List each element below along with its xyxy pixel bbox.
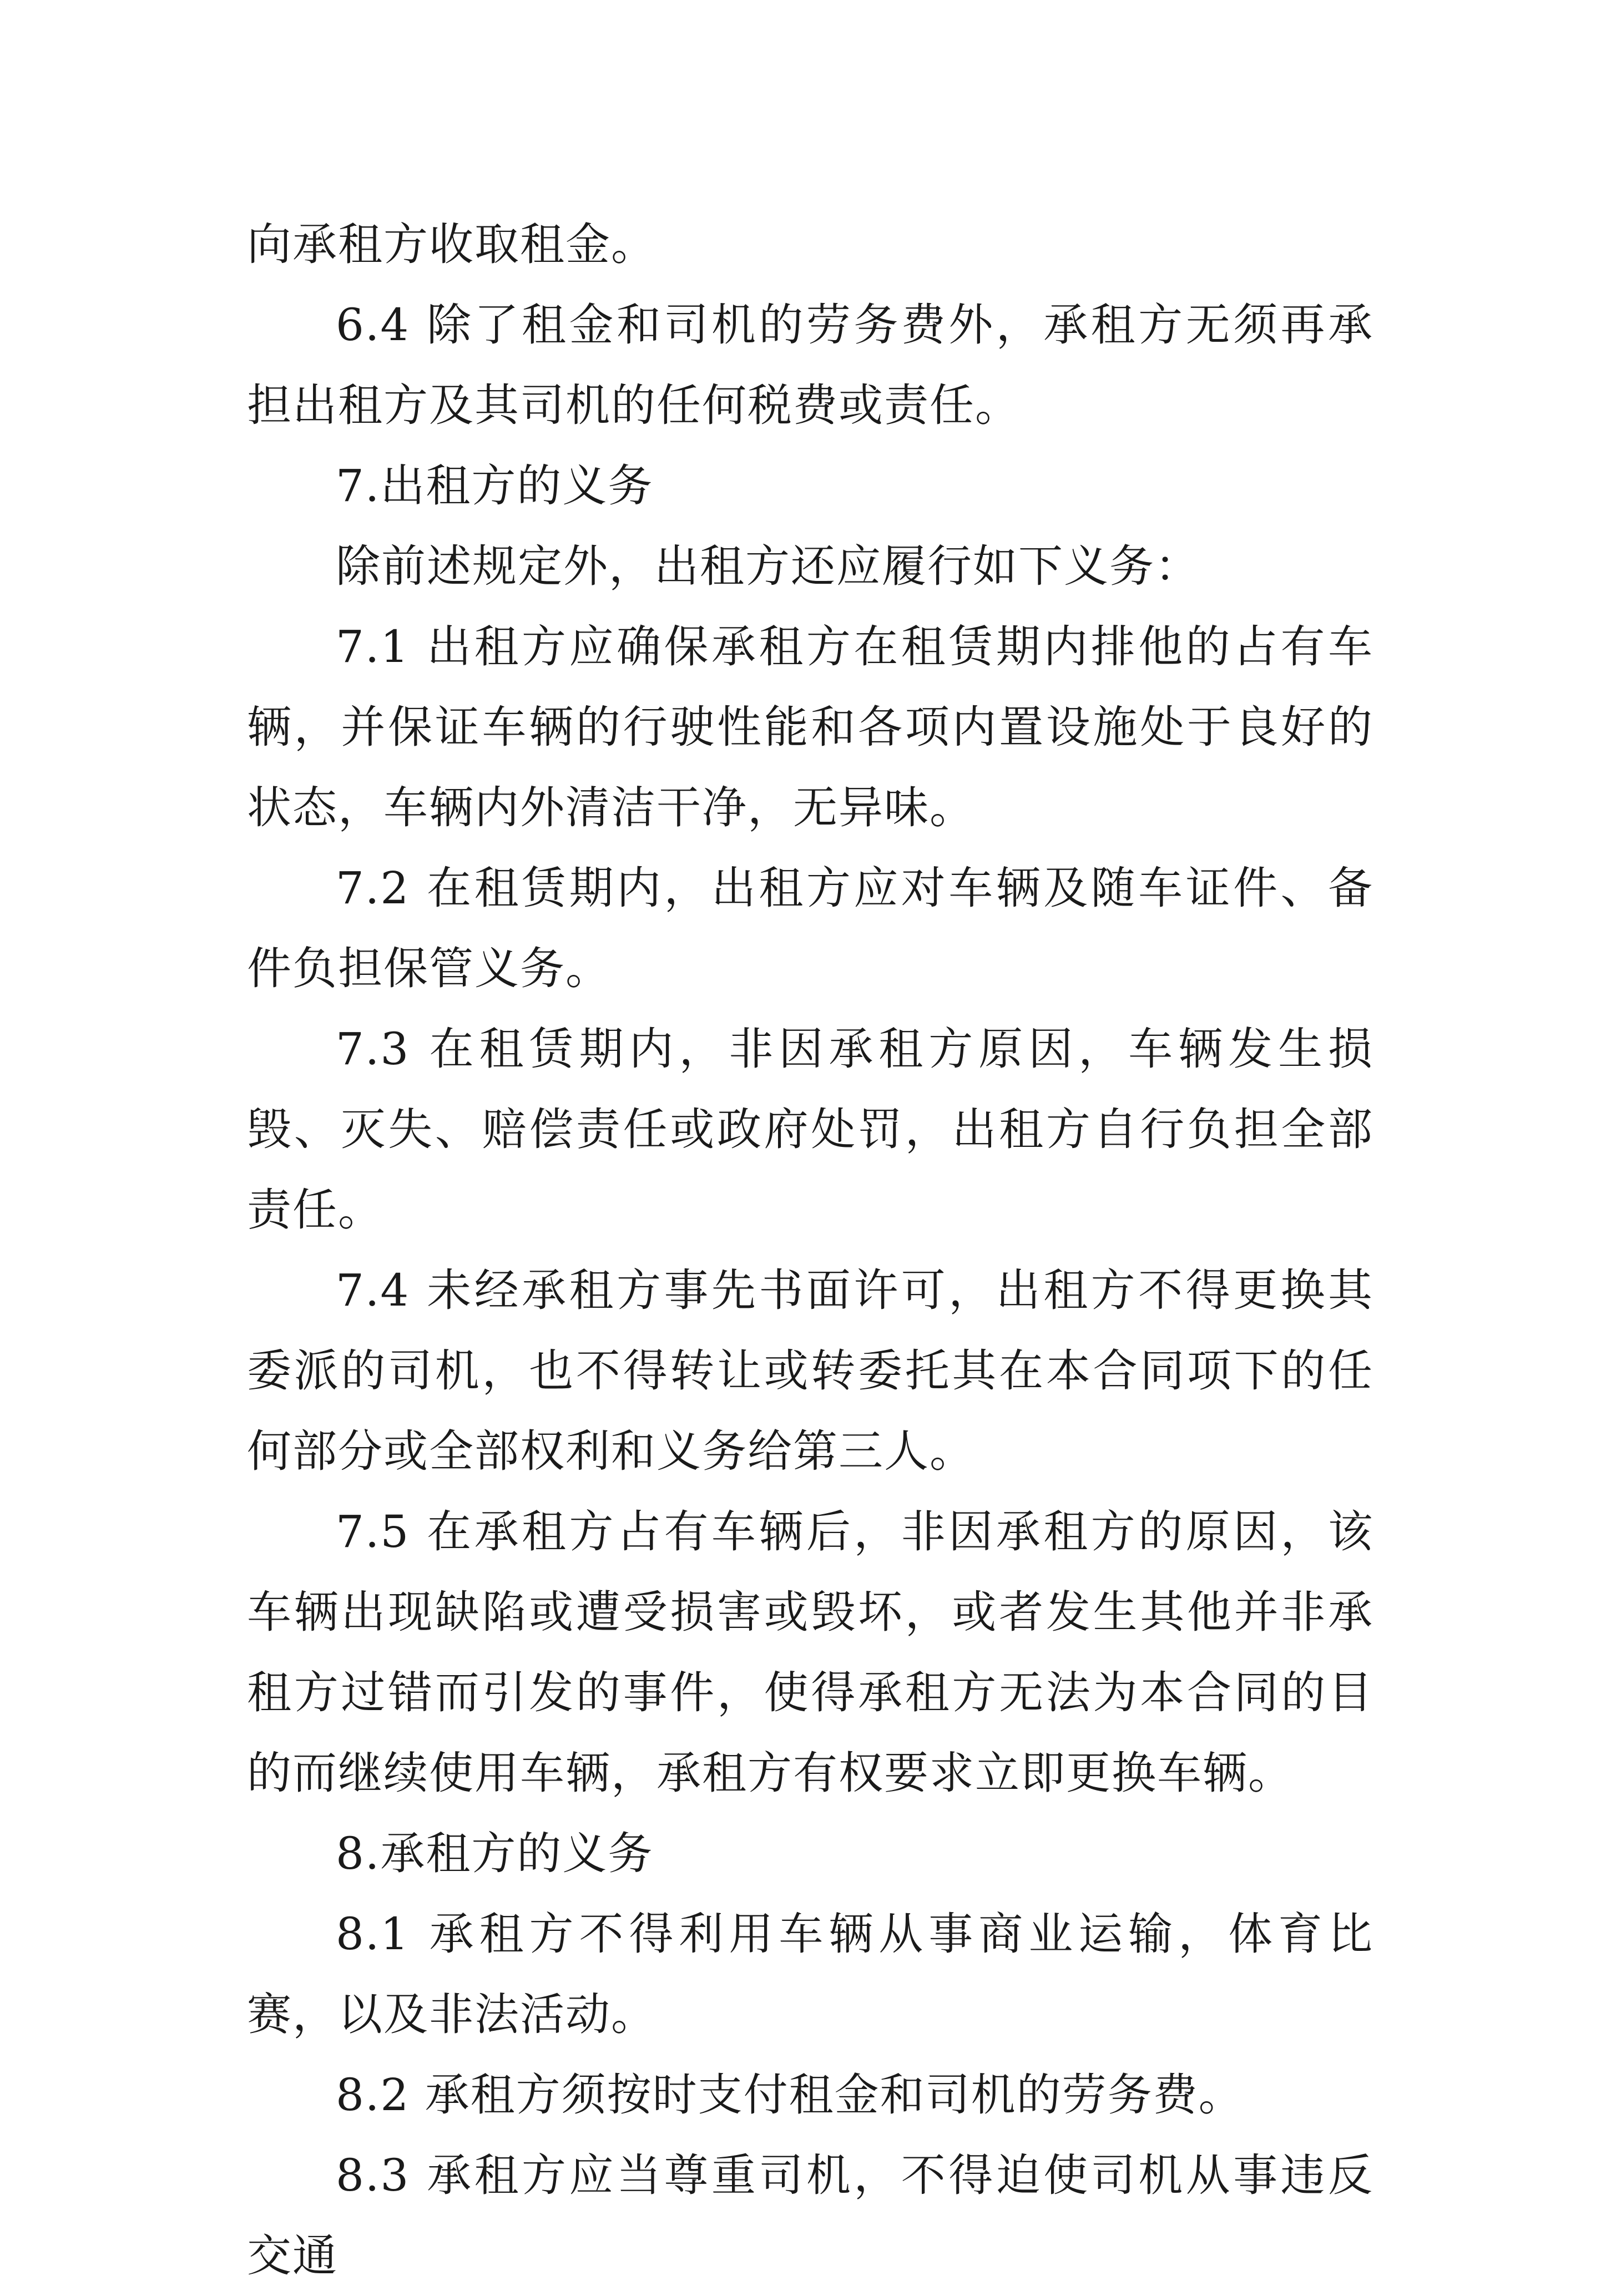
paragraph-7-4: 7.4 未经承租方事先书面许可，出租方不得更换其委派的司机，也不得转让或转委托其在本合同项下的任何部分或全部权利和义务给第三人。 xyxy=(247,1265,1373,1477)
document-body xyxy=(247,204,1373,2296)
paragraph-7-3: 7.3 在租赁期内，非因承租方原因，车辆发生损毁、灭失、赔偿责任或政府处罚，出租方自行负担全部责任。 xyxy=(247,1023,1373,1236)
paragraph-8-1: 8.1 承租方不得利用车辆从事商业运输，体育比赛，以及非法活动。 xyxy=(247,1908,1373,2040)
paragraph-8-2: 8.2 承租方须按时支付租金和司机的劳务费。 xyxy=(336,2069,1244,2121)
paragraph-lessor-intro: 除前述规定外，出租方还应履行如下义务： xyxy=(336,540,1200,592)
paragraph-rent-collection: 向承租方收取租金。 xyxy=(247,219,656,270)
paragraph-7-1: 7.1 出租方应确保承租方在租赁期内排他的占有车辆，并保证车辆的行驶性能和各项内置设施处于良好的状态，车辆内外清洁干净，无异味。 xyxy=(247,621,1373,833)
paragraph-6-4: 6.4 除了租金和司机的劳务费外，承租方无须再承担出租方及其司机的任何税费或责任。 xyxy=(247,299,1373,431)
heading-lessor-obligations: 7.出租方的义务 xyxy=(336,460,654,512)
heading-lessee-obligations: 8.承租方的义务 xyxy=(336,1828,654,1879)
paragraph-8-3: 8.3 承租方应当尊重司机，不得迫使司机从事违反交通 xyxy=(247,2150,1373,2282)
paragraph-7-5: 7.5 在承租方占有车辆后，非因承租方的原因，该车辆出现缺陷或遭受损害或毁坏，或者发生其他并非承租方过错而引发的事件，使得承租方无法为本合同的目的而继续使用车辆，承租方有权要求立即更换车辆。 xyxy=(247,1506,1373,1799)
paragraph-7-2: 7.2 在租赁期内，出租方应对车辆及随车证件、备件负担保管义务。 xyxy=(247,862,1373,994)
